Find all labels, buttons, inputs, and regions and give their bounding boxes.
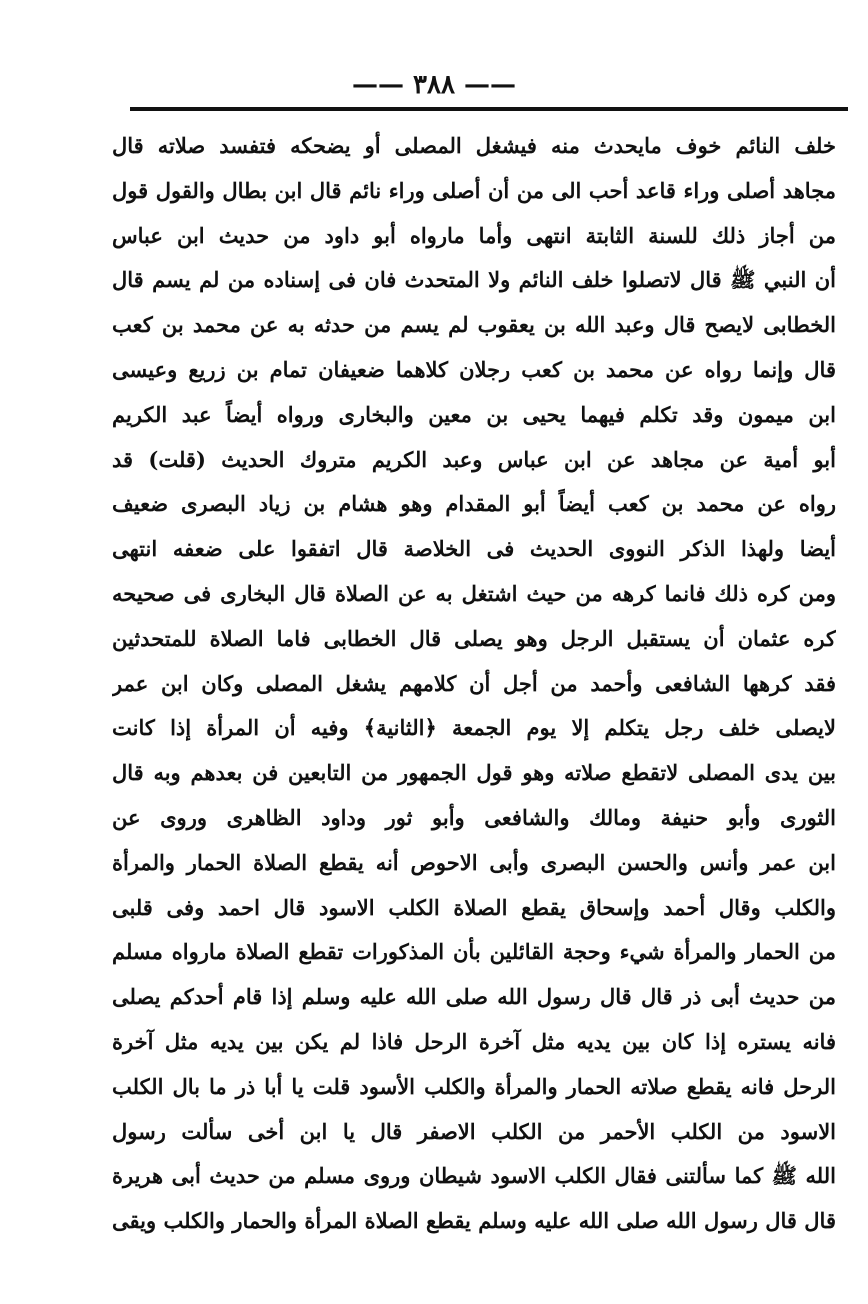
text-line: قال قال رسول الله صلى الله عليه وسلم يقطع الصلاة المرأة والحمار والكلب ويقى: [112, 1208, 836, 1234]
body-text: [112, 124, 836, 1244]
text-line: الخطابى لايصح قال وعبد الله بن يعقوب لم يسم من حدثه به عن محمد بن كعب: [112, 312, 836, 338]
text-line: من أجاز ذلك للسنة الثابتة انتهى وأما مارواه أبو داود من حديث ابن عباس: [112, 222, 836, 248]
text-line: أبو أمية عن مجاهد عن ابن عباس وعبد الكريم متروك الحديث (قلت) قد: [112, 446, 836, 472]
text-line: رواه عن محمد بن كعب أيضاً أبو المقدام وهو هشام بن زياد البصرى ضعيف: [112, 491, 836, 517]
text-line: الثورى وأبو حنيفة ومالك والشافعى وأبو ثور وداود الظاهرى وروى عن: [112, 804, 836, 830]
text-line: كره عثمان أن يستقبل الرجل وهو يصلى قال الخطابى فاما الصلاة للمتحدثين: [112, 625, 836, 651]
text-line: فقد كرهها الشافعى وأحمد من أجل أن كلامهم يشغل المصلى وكان ابن عمر: [112, 670, 836, 696]
header-rule: [130, 107, 848, 111]
page-number: —— ٣٨٨ ——: [351, 70, 517, 100]
text-line: والكلب وقال أحمد وإسحاق يقطع الصلاة الكلب الاسود قال احمد وفى قلبى: [112, 894, 836, 920]
text-line: الرحل فانه يقطع صلاته الحمار والمرأة والكلب الأسود قلت يا أبا ذر ما بال الكلب: [112, 1073, 836, 1099]
text-line: الله ﷺ كما سألتنى فقال الكلب الاسود شيطان وروى مسلم من حديث أبى هريرة: [112, 1163, 836, 1189]
text-line: ومن كره ذلك فانما كرهه من حيث اشتغل به عن الصلاة قال البخارى فى صحيحه: [112, 580, 836, 606]
text-line: من الحمار والمرأة شيء وحجة القائلين بأن المذكورات تقطع الصلاة مارواه مسلم: [112, 939, 836, 965]
text-line: من حديث أبى ذر قال قال رسول الله صلى الله عليه وسلم إذا قام أحدكم يصلى: [112, 984, 836, 1010]
text-line: ابن عمر وأنس والحسن البصرى وأبى الاحوص أنه يقطع الصلاة الحمار والمرأة: [112, 849, 836, 875]
text-line: أن النبي ﷺ قال لاتصلوا خلف النائم ولا المتحدث فان فى إسناده من لم يسم قال: [112, 267, 836, 293]
text-line: ابن ميمون وقد تكلم فيهما يحيى بن معين والبخارى ورواه أيضاً عبد الكريم: [112, 401, 836, 427]
text-line: قال وإنما رواه عن محمد بن كعب رجلان كلاهما ضعيفان تمام بن زريع وعيسى: [112, 356, 836, 382]
text-line: خلف النائم خوف مايحدث منه فيشغل المصلى أو يضحكه فتفسد صلاته قال: [112, 133, 836, 158]
text-line: بين يدى المصلى لاتقطع صلاته وهو قول الجمهور من التابعين فن بعدهم وبه قال: [112, 760, 836, 786]
text-line: لايصلى خلف رجل يتكلم إلا يوم الجمعة ﴿الثانية﴾ وفيه أن المرأة إذا كانت: [112, 715, 836, 741]
text-line: أيضا ولهذا الذكر النووى الحديث فى الخلاصة قال اتفقوا على ضعفه انتهى: [112, 536, 836, 562]
text-line: مجاهد أصلى وراء قاعد أحب الى من أن أصلى وراء نائم قال ابن بطال والقول قول: [112, 177, 836, 203]
text-line: الاسود من الكلب الأحمر من الكلب الاصفر قال يا ابن أخى سألت رسول: [112, 1118, 836, 1144]
text-line: فانه يستره إذا كان بين يديه مثل آخرة الرحل فاذا لم يكن بين يديه مثل آخرة: [112, 1028, 836, 1054]
